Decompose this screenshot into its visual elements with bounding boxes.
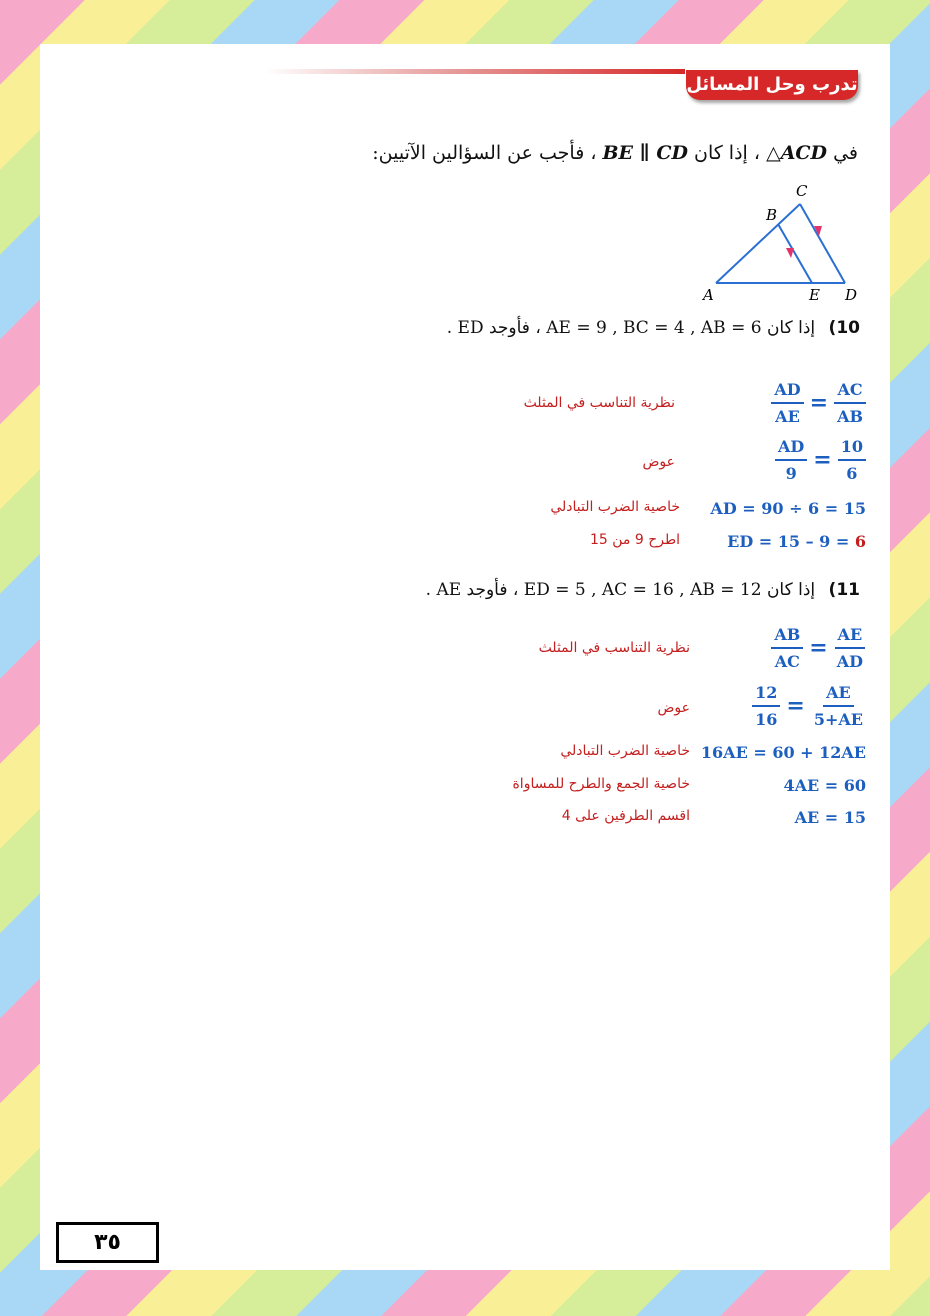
fraction: $\frac{AC}{AB}$: [834, 380, 866, 426]
question-11-number: 11): [828, 580, 860, 600]
q11-step3-equation: 16AE = 60 + 12AE: [700, 743, 866, 762]
intro-suffix: ، فأجب عن السؤالين الآتيين:: [372, 142, 597, 164]
q10-step2-equation: $\frac{AD}{9}$ = $\frac{10}{6}$: [775, 437, 866, 483]
q11-step2-note: عوض: [657, 700, 690, 716]
header-rule: [265, 69, 685, 74]
fraction: $\frac{12}{16}$: [752, 683, 780, 729]
q10-step4-note: اطرح 9 من 15: [589, 532, 680, 548]
fraction: $\frac{AE}{5+AE}$: [813, 683, 863, 729]
q10-step2-note: عوض: [642, 454, 675, 470]
q10-answer: 6: [854, 532, 866, 551]
intro-text: [298, 142, 858, 164]
section-title: تدرب وحل المسائل: [686, 70, 858, 100]
fraction: $\frac{AD}{9}$: [775, 437, 807, 483]
question-10-number: 10): [828, 318, 860, 338]
label-b: B: [766, 206, 778, 224]
intro-mid: ، إذا كان: [693, 142, 761, 164]
fraction: $\frac{10}{6}$: [838, 437, 866, 483]
q11-step2-equation: $\frac{12}{16}$ = $\frac{AE}{5+AE}$: [752, 683, 866, 729]
q10-step3-note: خاصية الضرب التبادلي: [550, 499, 680, 515]
fraction: $\frac{AD}{AE}$: [771, 380, 803, 426]
parallel-arrow-be: [786, 248, 794, 258]
label-a: A: [703, 286, 714, 304]
label-d: D: [845, 286, 858, 304]
q10-step1-note: نظرية التناسب في المثلث: [523, 395, 675, 411]
q11-step1-equation: $\frac{AB}{AC}$ = $\frac{AE}{AD}$: [771, 625, 866, 671]
side-ac: [716, 204, 800, 283]
question-11: [360, 580, 860, 600]
question-10: [360, 318, 860, 338]
intro-parallel: BE ∥ CD: [602, 142, 688, 164]
q10-step3-equation: AD = 90 ÷ 6 = 15: [710, 499, 866, 518]
q11-step3-note: خاصية الضرب التبادلي: [560, 743, 690, 759]
intro-triangle: ACD△: [766, 142, 828, 164]
fraction: $\frac{AE}{AD}$: [834, 625, 866, 671]
q11-step5-equation: AE = 15: [794, 808, 866, 827]
q10-step1-equation: $\frac{AD}{AE}$ = $\frac{AC}{AB}$: [771, 380, 866, 426]
q10-step4-equation: ED = 15 – 9 = 6: [727, 532, 866, 551]
triangle-figure: [700, 180, 870, 305]
segment-be: [778, 224, 812, 283]
question-11-text: إذا كان ED = 5 , AC = 16 , AB = 12 ، فأوجد AE .: [425, 580, 816, 600]
page-number: ٣٥: [56, 1222, 159, 1263]
q11-step4-equation: 4AE = 60: [783, 776, 866, 795]
intro-prefix: في: [833, 142, 858, 164]
q11-step4-note: خاصية الجمع والطرح للمساواة: [512, 776, 690, 792]
q11-step5-note: اقسم الطرفين على 4: [561, 808, 690, 824]
fraction: $\frac{AB}{AC}$: [771, 625, 803, 671]
question-10-text: إذا كان AE = 9 , BC = 4 , AB = 6 ، فأوجد ED .: [446, 318, 816, 338]
side-cd: [800, 204, 845, 283]
q11-step1-note: نظرية التناسب في المثلث: [538, 640, 690, 656]
label-e: E: [809, 286, 820, 304]
label-c: C: [796, 182, 808, 200]
